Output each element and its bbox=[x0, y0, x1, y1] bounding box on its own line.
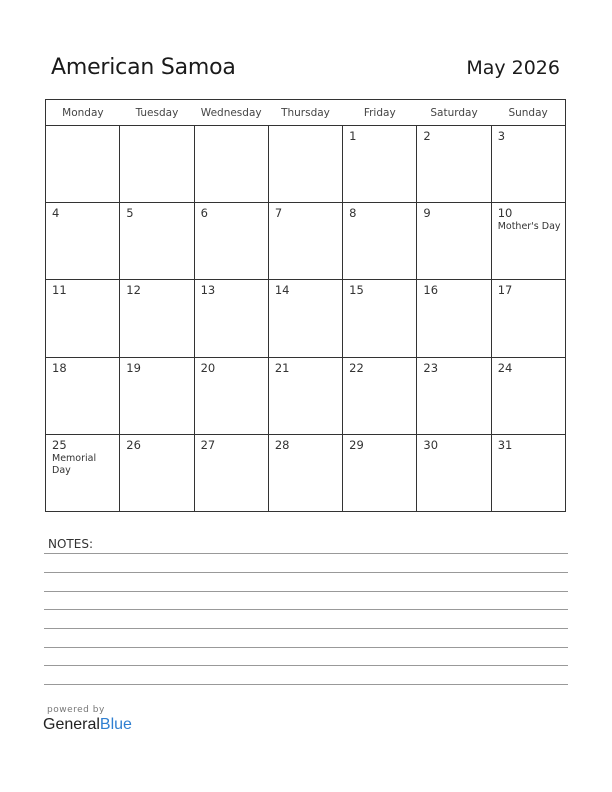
calendar-day-cell bbox=[120, 434, 194, 511]
day-number: 6 bbox=[200, 206, 208, 221]
logo-blue-text: Blue bbox=[99, 716, 132, 733]
day-number: 20 bbox=[200, 360, 216, 375]
day-number: 2 bbox=[423, 129, 431, 143]
calendar-day-cell bbox=[343, 280, 417, 357]
day-number: 13 bbox=[200, 283, 216, 298]
day-number: 30 bbox=[423, 437, 439, 452]
calendar-day-cell bbox=[194, 434, 268, 511]
calendar-week-row bbox=[46, 434, 566, 511]
calendar-day-cell bbox=[46, 434, 120, 511]
note-line bbox=[44, 665, 568, 666]
day-number: 16 bbox=[423, 283, 439, 298]
calendar-day-cell bbox=[491, 357, 565, 434]
calendar-day-cell bbox=[343, 126, 417, 203]
calendar-month-title: May 2026 bbox=[466, 57, 560, 79]
day-number: 8 bbox=[349, 206, 357, 221]
day-number: 29 bbox=[349, 437, 364, 452]
note-line bbox=[44, 572, 568, 573]
day-number: 21 bbox=[274, 360, 290, 375]
calendar-day-cell bbox=[46, 126, 120, 203]
calendar-day-cell bbox=[343, 434, 417, 511]
calendar-day-cell bbox=[120, 126, 194, 203]
day-number: 14 bbox=[274, 283, 290, 298]
calendar-day-cell bbox=[417, 280, 491, 357]
weekday-wednesday: Wednesday bbox=[194, 100, 268, 126]
weekday-header-row bbox=[46, 100, 566, 126]
calendar-day-cell bbox=[194, 126, 268, 203]
holiday-label: Memorial Day bbox=[52, 452, 97, 476]
day-number: 1 bbox=[349, 129, 357, 143]
day-number: 4 bbox=[52, 206, 60, 221]
calendar-day-cell bbox=[268, 203, 342, 280]
day-number: 28 bbox=[274, 437, 290, 452]
day-number: 17 bbox=[497, 283, 513, 298]
calendar-day-cell bbox=[491, 434, 565, 511]
calendar-day-cell bbox=[491, 126, 565, 203]
day-number: 5 bbox=[126, 206, 134, 221]
calendar-day-cell bbox=[417, 126, 491, 203]
calendar-grid bbox=[45, 99, 566, 512]
calendar-week-row bbox=[46, 203, 566, 280]
day-number: 19 bbox=[126, 360, 141, 375]
calendar-day-cell bbox=[343, 203, 417, 280]
notes-label: NOTES: bbox=[48, 537, 93, 551]
calendar-day-cell bbox=[120, 280, 194, 357]
day-number: 25 bbox=[52, 437, 67, 452]
note-line bbox=[44, 609, 568, 610]
calendar-day-cell bbox=[194, 357, 268, 434]
note-line bbox=[44, 591, 568, 592]
weekday-thursday: Thursday bbox=[268, 100, 342, 126]
note-line bbox=[44, 628, 568, 629]
calendar-day-cell bbox=[417, 434, 491, 511]
calendar-day-cell bbox=[46, 357, 120, 434]
note-line bbox=[44, 684, 568, 685]
day-number: 23 bbox=[423, 360, 439, 375]
day-number: 26 bbox=[126, 437, 141, 452]
weekday-saturday: Saturday bbox=[417, 100, 491, 126]
weekday-tuesday: Tuesday bbox=[120, 100, 194, 126]
calendar-day-cell bbox=[46, 203, 120, 280]
day-number: 18 bbox=[52, 360, 67, 375]
logo-general-text: General bbox=[43, 716, 100, 733]
note-line bbox=[44, 553, 568, 554]
generalblue-logo[interactable] bbox=[43, 716, 132, 734]
holiday-label: Mother's Day bbox=[497, 221, 561, 233]
day-number: 3 bbox=[497, 129, 506, 143]
calendar-day-cell bbox=[194, 203, 268, 280]
day-number: 31 bbox=[497, 437, 513, 452]
calendar-day-cell bbox=[268, 126, 342, 203]
calendar-week-row bbox=[46, 357, 566, 434]
weekday-sunday: Sunday bbox=[491, 100, 565, 126]
calendar-week-row bbox=[46, 280, 566, 357]
day-number: 9 bbox=[423, 206, 431, 221]
note-line bbox=[44, 647, 568, 648]
day-number: 15 bbox=[349, 283, 364, 298]
weekday-friday: Friday bbox=[343, 100, 417, 126]
day-number: 27 bbox=[200, 437, 216, 452]
day-number: 22 bbox=[349, 360, 364, 375]
calendar-week-row bbox=[46, 126, 566, 203]
calendar-day-cell bbox=[120, 357, 194, 434]
day-number: 24 bbox=[497, 360, 513, 375]
day-number: 10 bbox=[497, 206, 513, 221]
calendar-day-cell bbox=[417, 203, 491, 280]
day-number: 12 bbox=[126, 283, 141, 298]
calendar-day-cell bbox=[491, 203, 565, 280]
calendar-day-cell bbox=[194, 280, 268, 357]
calendar-day-cell bbox=[343, 357, 417, 434]
calendar-day-cell bbox=[491, 280, 565, 357]
calendar-day-cell bbox=[268, 434, 342, 511]
calendar-day-cell bbox=[46, 280, 120, 357]
day-number: 7 bbox=[274, 206, 283, 221]
calendar-body bbox=[46, 126, 566, 512]
calendar-day-cell bbox=[268, 357, 342, 434]
calendar-day-cell bbox=[417, 357, 491, 434]
calendar-country-title: American Samoa bbox=[51, 55, 236, 80]
calendar-day-cell bbox=[268, 280, 342, 357]
calendar-day-cell bbox=[120, 203, 194, 280]
day-number: 11 bbox=[52, 283, 67, 298]
weekday-monday: Monday bbox=[46, 100, 120, 126]
powered-by-text: powered by bbox=[47, 705, 105, 715]
